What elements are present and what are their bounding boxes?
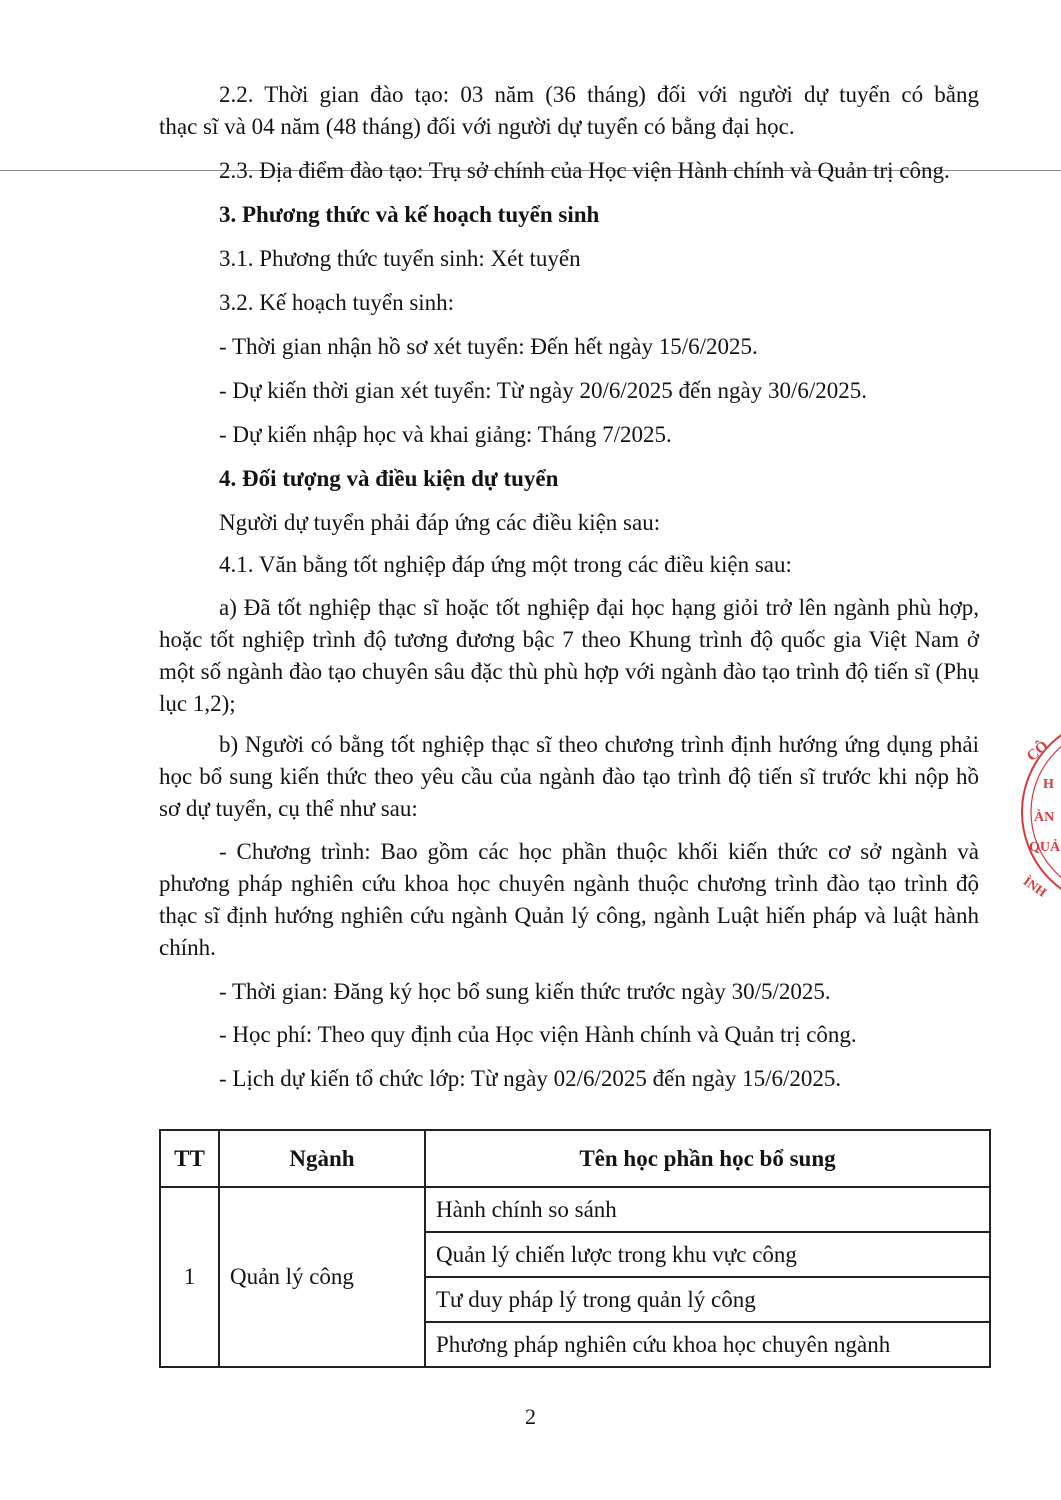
heading-section-4: 4. Đối tượng và điều kiện dự tuyển <box>219 466 559 491</box>
svg-text:ÀN: ÀN <box>1034 810 1055 825</box>
header-course-name: Tên học phần học bổ sung <box>425 1130 990 1187</box>
header-nganh: Ngành <box>219 1130 425 1187</box>
svg-text:ÌNH: ÌNH <box>1020 873 1050 900</box>
cell-tt: 1 <box>160 1187 219 1367</box>
paragraph-4-intro: Người dự tuyển phải đáp ứng các điều kiện sau: <box>219 510 661 535</box>
supplementary-courses-table <box>159 1129 991 1368</box>
header-tt: TT <box>160 1130 219 1187</box>
svg-text:CÔ: CÔ <box>1024 738 1052 765</box>
paragraph-2-3: 2.3. Địa điểm đào tạo: Trụ sở chính của Học viện Hành chính và Quản trị công. <box>219 158 950 183</box>
paragraph-a: a) Đã tốt nghiệp thạc sĩ hoặc tốt nghiệp đại học hạng giỏi trở lên ngành phù hợp, hoặc tốt nghiệp trình độ tương đương bậc 7 theo Khung trình độ quốc gia Việt Nam ở một số ngành đào tạo chuyên sâu đặc thù phù hợp với ngành đào tạo trình độ tiến sĩ (Phụ lục 1,2); <box>159 595 979 716</box>
paragraph-2-2-line1: 2.2. Thời gian đào tạo: 03 năm (36 tháng) đối với người dự tuyển có bằng <box>219 82 979 107</box>
cell-nganh: Quản lý công <box>219 1187 425 1367</box>
svg-text:QUẢ: QUẢ <box>1029 840 1061 855</box>
paragraph-4-1: 4.1. Văn bằng tốt nghiệp đáp ứng một trong các điều kiện sau: <box>219 552 792 577</box>
paragraph-3-2: 3.2. Kế hoạch tuyển sinh: <box>219 290 455 315</box>
page-number: 2 <box>525 1404 536 1429</box>
paragraph-program: - Chương trình: Bao gồm các học phần thuộc khối kiến thức cơ sở ngành và phương pháp nghiên cứu khoa học chuyên ngành thuộc chương trình đào tạo trình độ thạc sĩ định hướng nghiên cứu ngành Quản lý công, ngành Luật hiến pháp và luật hành chính. <box>159 839 979 960</box>
paragraph-class-schedule: - Lịch dự kiến tổ chức lớp: Từ ngày 02/6/2025 đến ngày 15/6/2025. <box>219 1066 842 1091</box>
official-seal-stamp <box>1012 712 1061 912</box>
table-header-row <box>160 1130 990 1187</box>
svg-text:H: H <box>1043 777 1054 792</box>
cell-course: Phương pháp nghiên cứu khoa học chuyên ngành <box>425 1322 990 1367</box>
table-row <box>160 1187 990 1232</box>
bullet-review-time: - Dự kiến thời gian xét tuyển: Từ ngày 20/6/2025 đến ngày 30/6/2025. <box>219 378 867 403</box>
paragraph-2-2-line2: thạc sĩ và 04 năm (48 tháng) đối với người dự tuyển có bằng đại học. <box>159 114 795 139</box>
bullet-enrollment: - Dự kiến nhập học và khai giảng: Tháng 7/2025. <box>219 422 672 447</box>
paragraph-registration-time: - Thời gian: Đăng ký học bổ sung kiến thức trước ngày 30/5/2025. <box>219 979 831 1004</box>
paragraph-3-1: 3.1. Phương thức tuyển sinh: Xét tuyển <box>219 246 581 271</box>
bullet-receive-dossier: - Thời gian nhận hồ sơ xét tuyển: Đến hết ngày 15/6/2025. <box>219 334 758 359</box>
heading-section-3: 3. Phương thức và kế hoạch tuyển sinh <box>219 202 600 227</box>
cell-course: Tư duy pháp lý trong quản lý công <box>425 1277 990 1322</box>
paragraph-tuition: - Học phí: Theo quy định của Học viện Hành chính và Quản trị công. <box>219 1022 857 1047</box>
seal-stamp-icon <box>1012 712 1061 912</box>
paragraph-b: b) Người có bằng tốt nghiệp thạc sĩ theo chương trình định hướng ứng dụng phải học bổ sung kiến thức theo yêu cầu của ngành đào tạo trình độ tiến sĩ trước khi nộp hồ sơ dự tuyển, cụ thể như sau: <box>159 732 979 821</box>
cell-course: Hành chính so sánh <box>425 1187 990 1232</box>
cell-course: Quản lý chiến lược trong khu vực công <box>425 1232 990 1277</box>
